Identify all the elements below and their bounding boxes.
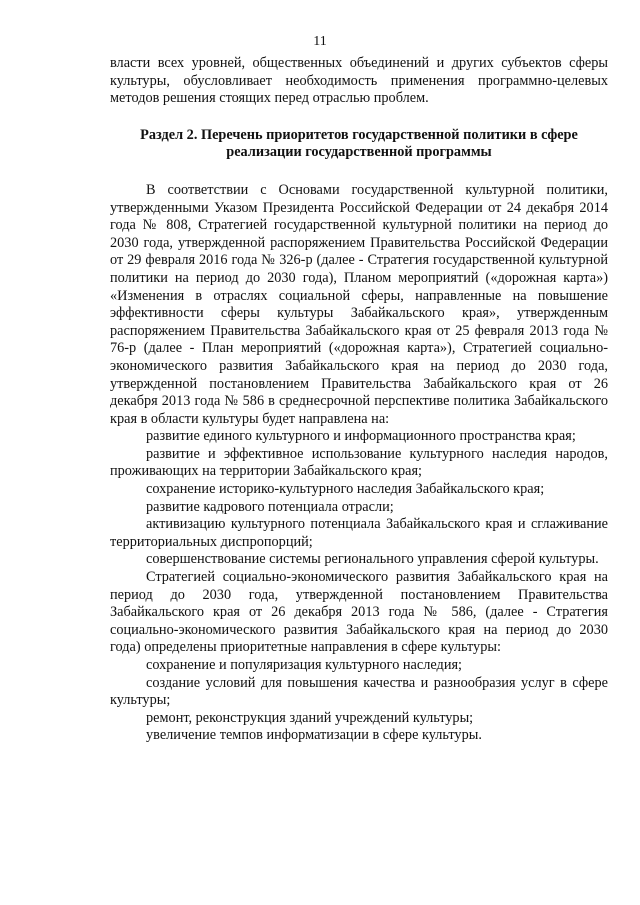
list-item: ремонт, реконструкция зданий учреждений культуры; (146, 709, 474, 726)
list-item: сохранение и популяризация культурного наследия; (146, 657, 463, 673)
section-heading: Раздел 2. Перечень приоритетов государственной политики в сфере реализации государственной программы (140, 126, 578, 161)
strategy-paragraph: Стратегией социально-экономического развития Забайкальского края на период до 2030 года, утвержденной постановлением Правительства Забайкальского края от 26 декабря 2013 года № 586, (далее - Стратегия социально-экономического развития Забайкальского края на период до 2030 года) определены приоритетные направления в сфере культуры: (110, 569, 608, 656)
priorities-paragraph: В соответствии с Основами государственной культурной политики, утвержденными Указом Президента Российской Федерации от 24 декабря 2014 года № 808, Стратегией государственной культурной политики на период до 2030 года, утвержденной распоряжением Правительства Российской Федерации от 29 февраля 2016 года № 326-р (далее - Стратегия государственной культурной политики на период до 2030 года), Планом мероприятий («дорожная карта») «Изменения в отраслях социальной сферы, направленные на повышение эффективности сферы культуры Забайкальского края», утвержденным распоряжением Правительства Забайкальского края от 25 февраля 2013 года № 76-р (далее - План мероприятий («дорожная карта»), Стратегией социально-экономического развития Забайкальского края на период до 2030 года, утвержденной постановлением Правительства Забайкальского края от 26 декабря 2013 года № 586 в среднесрочной перспективе политика Забайкальского края в области культуры будет направлена на: (110, 181, 608, 427)
list-item: совершенствование системы регионального управления сферой культуры. (146, 551, 599, 568)
list-item: создание условий для повышения качества и разнообразия услуг в сфере культуры; (110, 674, 608, 709)
intro-paragraph: власти всех уровней, общественных объединений и других субъектов сферы культуры, обусловливает необходимость применения программно-целевых методов решения стоящих перед отраслью проблем. (110, 55, 608, 107)
page-number: 11 (313, 34, 327, 49)
list-item: активизацию культурного потенциала Забайкальского края и сглаживание территориальных диспропорций; (110, 516, 608, 550)
list-item: увеличение темпов информатизации в сфере культуры. (146, 727, 482, 744)
document-body (110, 55, 608, 745)
list-item: сохранение историко-культурного наследия Забайкальского края; (146, 481, 545, 498)
list-item: развитие и эффективное использование культурного наследия народов, проживающих на территории Забайкальского края; (110, 445, 608, 480)
list-item: развитие кадрового потенциала отрасли; (146, 498, 394, 515)
list-item: развитие единого культурного и информационного пространства края; (146, 428, 576, 445)
